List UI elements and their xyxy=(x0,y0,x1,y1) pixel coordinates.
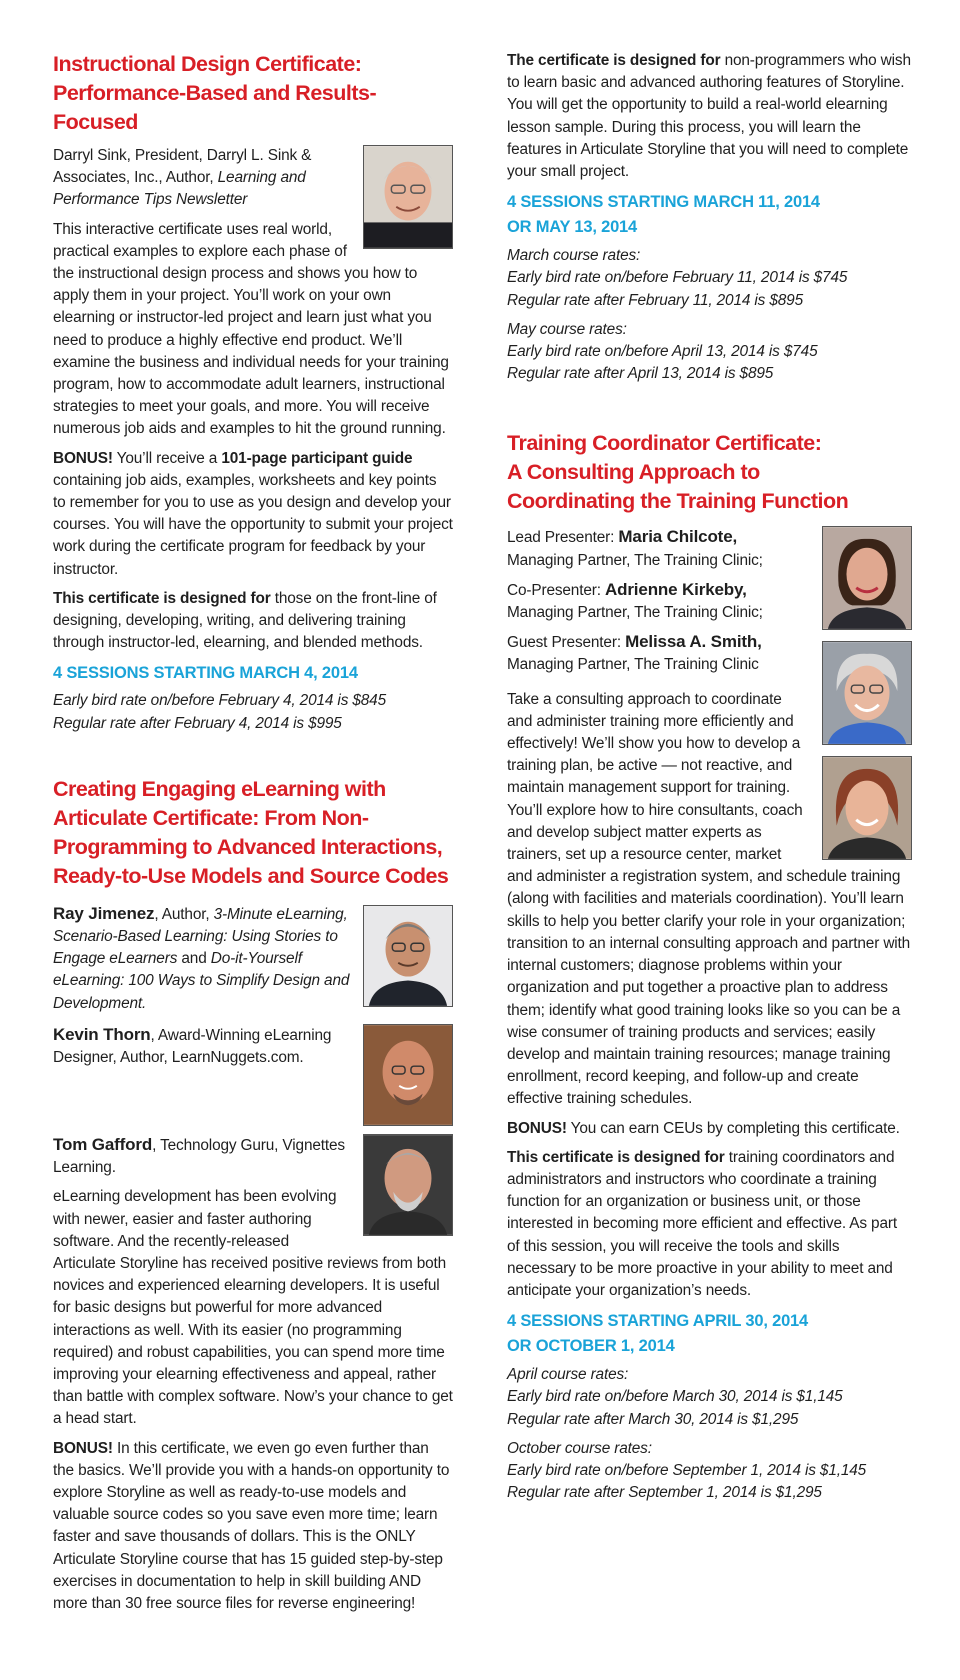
presenter-name: Tom Gafford xyxy=(53,1134,153,1154)
presenter-label: Guest Presenter: xyxy=(507,634,626,652)
bonus-text: You’ll receive a xyxy=(112,449,222,467)
tom-gafford-photo xyxy=(363,1134,453,1236)
section-title xyxy=(53,775,453,891)
sessions-heading xyxy=(507,190,912,240)
designed-for-label: This certificate is designed for xyxy=(507,1148,725,1166)
section-title xyxy=(507,429,912,516)
presenter-text: and xyxy=(177,950,211,968)
articulate-section-continued xyxy=(507,50,912,385)
kevin-thorn-photo xyxy=(363,1024,453,1126)
title-line: A Consulting Approach to xyxy=(507,460,760,485)
presenter-role: Managing Partner, The Training Clinic xyxy=(507,656,759,674)
designed-for-paragraph xyxy=(507,1147,912,1302)
sessions-line: 4 SESSIONS STARTING MARCH 11, 2014 xyxy=(507,193,820,212)
bonus-label: BONUS! xyxy=(507,1119,567,1137)
title-line: Creating Engaging eLearning with xyxy=(53,776,386,801)
maria-chilcote-photo xyxy=(822,526,912,630)
book-title: 3-Minute eLearning, Scenario-Based Learning: Using Stories to Engage eLearners xyxy=(53,905,348,968)
presenter-name: Adrienne Kirkeby, xyxy=(604,579,747,599)
articulate-section xyxy=(53,775,453,1615)
right-column xyxy=(507,50,912,1504)
early-bird-rate: Early bird rate on/before March 30, 2014 is $1,145 xyxy=(507,1388,843,1406)
early-bird-rate: Early bird rate on/before February 11, 2014 is $745 xyxy=(507,269,848,287)
designed-for-label: This certificate is designed for xyxy=(53,589,271,607)
early-bird-rate: Early bird rate on/before April 13, 2014 is $745 xyxy=(507,343,818,361)
sessions-line: OR MAY 13, 2014 xyxy=(507,218,637,237)
regular-rate: Regular rate after February 4, 2014 is $995 xyxy=(53,714,342,732)
may-rates xyxy=(507,319,912,386)
darryl-sink-photo xyxy=(363,145,453,249)
bonus-highlight: 101-page participant guide xyxy=(221,449,413,467)
left-column xyxy=(53,50,453,1622)
bonus-text: containing job aids, examples, worksheets and key points to remember for you to use as you design and develop your courses. You will have the opportunity to submit your project work during the certificate program for feedback by your instructor. xyxy=(53,471,453,578)
october-rates xyxy=(507,1438,912,1505)
presenter-text: , Award-Winning eLearning Designer, Author, LearnNuggets.com. xyxy=(53,1026,332,1067)
bonus-paragraph xyxy=(53,1438,453,1616)
regular-rate: Regular rate after March 30, 2014 is $1,295 xyxy=(507,1410,799,1428)
bonus-paragraph xyxy=(507,1118,912,1140)
rates-label: March course rates: xyxy=(507,247,641,265)
presenter-photos xyxy=(822,526,912,860)
presenter-text: , Technology Guru, Vignettes Learning. xyxy=(53,1136,345,1177)
regular-rate: Regular rate after September 1, 2014 is $1,295 xyxy=(507,1484,822,1502)
march-rates xyxy=(507,245,912,312)
rates xyxy=(53,690,453,734)
adrienne-kirkeby-photo xyxy=(822,641,912,745)
designed-for-text: non-programmers who wish to learn basic and advanced authoring features of Storyline. You will get the opportunity to build a real-world elearning lesson sample. During this process, you will learn the features in Articulate Storyline that you will need to complete your small project. xyxy=(507,52,911,181)
designed-for-text: those on the front-line of designing, developing, writing, and delivering training through instructor-led, elearning, and blended methods. xyxy=(53,589,437,652)
early-bird-rate: Early bird rate on/before September 1, 2014 is $1,145 xyxy=(507,1461,867,1479)
bonus-label: BONUS! xyxy=(53,1439,113,1457)
april-rates xyxy=(507,1364,912,1431)
presenter-text: Darryl Sink, President, Darryl L. Sink & Associates, Inc., Author, xyxy=(53,147,312,187)
title-line: Performance-Based and Results-Focused xyxy=(53,81,377,134)
section-body: This interactive certificate uses real world, practical examples to explore each phase of the instructional design process and shows you how to apply them in your project. You’ll work on your own elearning or instructor-led project and learn just what you need to produce a highly effective end product. We’ll examine the business and individual needs for your training program, how to accommodate adult learners, instructional strategies to meet your goals, and more. You will receive numerous job aids and examples to hit the ground running. xyxy=(53,220,449,438)
presenter-role: Managing Partner, The Training Clinic; xyxy=(507,551,763,569)
training-coordinator-section xyxy=(507,429,912,1504)
presenter-label: Co-Presenter: xyxy=(507,581,605,599)
section-body: eLearning development has been evolving with newer, easier and faster authoring software. And the recently-released Articulate Storyline has received positive reviews from both novices and experienced elearning developers. It is useful for basic designs but powerful for more advanced interactions as well. With its easier (no programming required) and robust capabilities, you can spend more time improving your elearning effectiveness and appeal, rather than battle with complex software. Now’s your chance to get a head start. xyxy=(53,1188,453,1428)
bonus-text: In this certificate, we even go even further than the basics. We’ll provide you with a hands-on opportunity to explore Storyline as well as ready-to-use models and valuable source codes so you save even more time; learn faster and save thousands of dollars. This is the ONLY Articulate Storyline course that has 15 guided step-by-step exercises in documentation to help in skill building AND more than 30 free source files for reverse engineering! xyxy=(53,1439,450,1612)
regular-rate: Regular rate after February 11, 2014 is $895 xyxy=(507,291,803,309)
title-line: Programming to Advanced Interactions, xyxy=(53,834,443,859)
title-line: Training Coordinator Certificate: xyxy=(507,431,822,456)
title-line: Ready-to-Use Models and Source Codes xyxy=(53,863,449,888)
presenter-name: Kevin Thorn xyxy=(53,1024,151,1044)
designed-for-paragraph xyxy=(507,50,912,183)
presenter-label: Lead Presenter: xyxy=(507,529,619,547)
presenter-text: , Author, xyxy=(154,905,214,923)
presenter-name: Ray Jimenez xyxy=(53,903,155,923)
melissa-smith-photo xyxy=(822,756,912,860)
book-title: Do-it-Yourself eLearning: 100 Ways to Simplify Design and Development. xyxy=(53,950,350,1012)
designed-for-paragraph xyxy=(53,588,453,655)
title-line: Coordinating the Training Function xyxy=(507,489,849,514)
ray-jimenez-photo xyxy=(363,905,453,1007)
sessions-heading xyxy=(507,1309,912,1359)
instructional-design-section xyxy=(53,50,453,735)
regular-rate: Regular rate after April 13, 2014 is $895 xyxy=(507,365,774,383)
section-body: Take a consulting approach to coordinate and administer training more efficiently and effectively! We’ll show you how to develop a training plan, be active — not reactive, and maintain management support for training. You’ll explore how to hire consultants, coach and develop subject matter experts as trainers, set up a resource center, market and administer a registration system, and schedule training (along with facilities and materials coordination). You’ll learn skills to help you better clarify your role in your organization; transition to an internal consulting approach and partner with internal customers; diagnose problems within your organization and put together a proactive plan to address them; identify what good training looks like so you can be a wise consumer of training products and services; easily develop and maintain training resources; manage training enrollment, record keeping, and follow-up and create effective training schedules. xyxy=(507,690,911,1108)
rates-label: October course rates: xyxy=(507,1439,652,1457)
presenter-role: Managing Partner, The Training Clinic; xyxy=(507,604,763,622)
rates-label: April course rates: xyxy=(507,1366,629,1384)
designed-for-label: The certificate is designed for xyxy=(507,52,721,69)
title-line: Instructional Design Certificate: xyxy=(53,52,362,76)
title-line: Articulate Certificate: From Non- xyxy=(53,805,369,830)
sessions-heading: 4 SESSIONS STARTING MARCH 4, 2014 xyxy=(53,664,358,683)
rates-label: May course rates: xyxy=(507,320,627,338)
presenter-name: Maria Chilcote, xyxy=(618,527,738,547)
bonus-label: BONUS! xyxy=(53,449,113,467)
presenter-name: Melissa A. Smith, xyxy=(625,632,762,652)
section-title xyxy=(53,50,453,137)
designed-for-text: training coordinators and administrators and instructors who coordinate a training function for an organization or business unit, or those interested in becoming more efficient and effective. As part of this session, you will receive the tools and skills necessary to be more proactive in your ability to meet and anticipate your organization’s needs. xyxy=(507,1148,897,1299)
bonus-text: You can earn CEUs by completing this certificate. xyxy=(566,1119,900,1137)
sessions-line: OR OCTOBER 1, 2014 xyxy=(507,1337,675,1356)
sessions-line: 4 SESSIONS STARTING APRIL 30, 2014 xyxy=(507,1312,808,1331)
early-bird-rate: Early bird rate on/before February 4, 2014 is $845 xyxy=(53,692,387,710)
presenter-publication: Learning and Performance Tips Newsletter xyxy=(53,169,306,209)
bonus-paragraph xyxy=(53,448,453,581)
